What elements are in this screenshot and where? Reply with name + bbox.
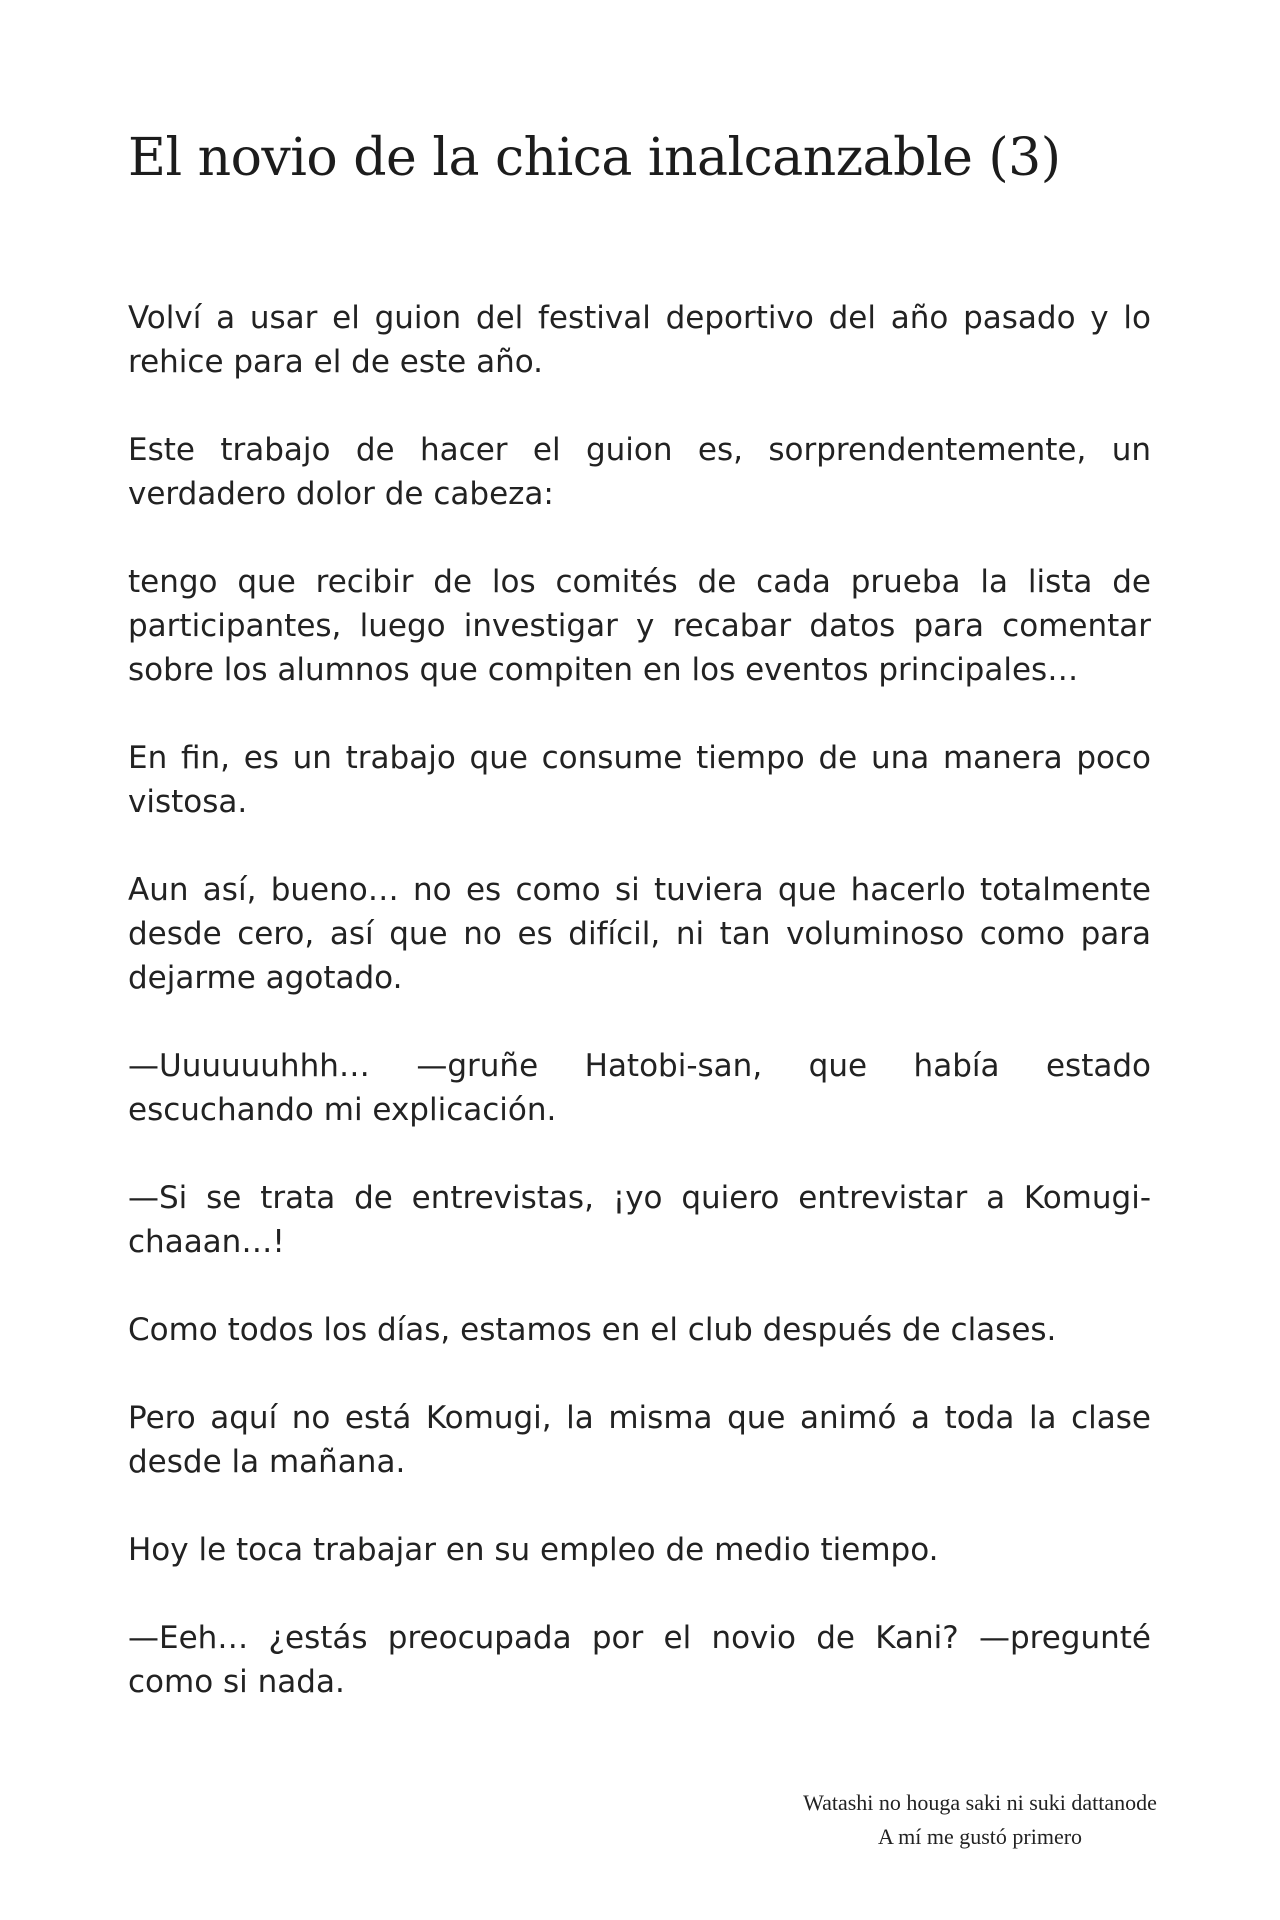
footer-series-title: Watashi no houga saki ni suki dattanode [803, 1790, 1157, 1815]
paragraph: —Eeh… ¿estás preocupada por el novio de Kani? —pregunté como si nada. [128, 1620, 1151, 1700]
paragraph: Este trabajo de hacer el guion es, sorprendentemente, un verdadero dolor de cabeza: [128, 432, 1151, 512]
paragraph: Como todos los días, estamos en el club después de clases. [128, 1312, 1057, 1348]
paragraph: tengo que recibir de los comités de cada prueba la lista de participantes, luego investigar y recabar datos para comentar sobre los alumnos que compiten en los eventos principales… [128, 564, 1151, 688]
page-footer [740, 1786, 1220, 1854]
body-text [128, 296, 1151, 1748]
paragraph: Hoy le toca trabajar en su empleo de medio tiempo. [128, 1532, 939, 1568]
paragraph: En fin, es un trabajo que consume tiempo de una manera poco vistosa. [128, 740, 1151, 820]
paragraph: Pero aquí no está Komugi, la misma que animó a toda la clase desde la mañana. [128, 1400, 1151, 1480]
paragraph: —Si se trata de entrevistas, ¡yo quiero entrevistar a Komugi-chaaan…! [128, 1180, 1151, 1260]
footer-series-subtitle: A mí me gustó primero [877, 1824, 1083, 1849]
paragraph: Volví a usar el guion del festival deportivo del año pasado y lo rehice para el de este año. [128, 300, 1151, 380]
paragraph: Aun así, bueno… no es como si tuviera que hacerlo totalmente desde cero, así que no es difícil, ni tan voluminoso como para dejarme agotado. [128, 872, 1151, 996]
chapter-title: El novio de la chica inalcanzable (3) [128, 128, 1061, 188]
paragraph: —Uuuuuuhhh… —gruñe Hatobi-san, que había estado escuchando mi explicación. [128, 1048, 1151, 1128]
